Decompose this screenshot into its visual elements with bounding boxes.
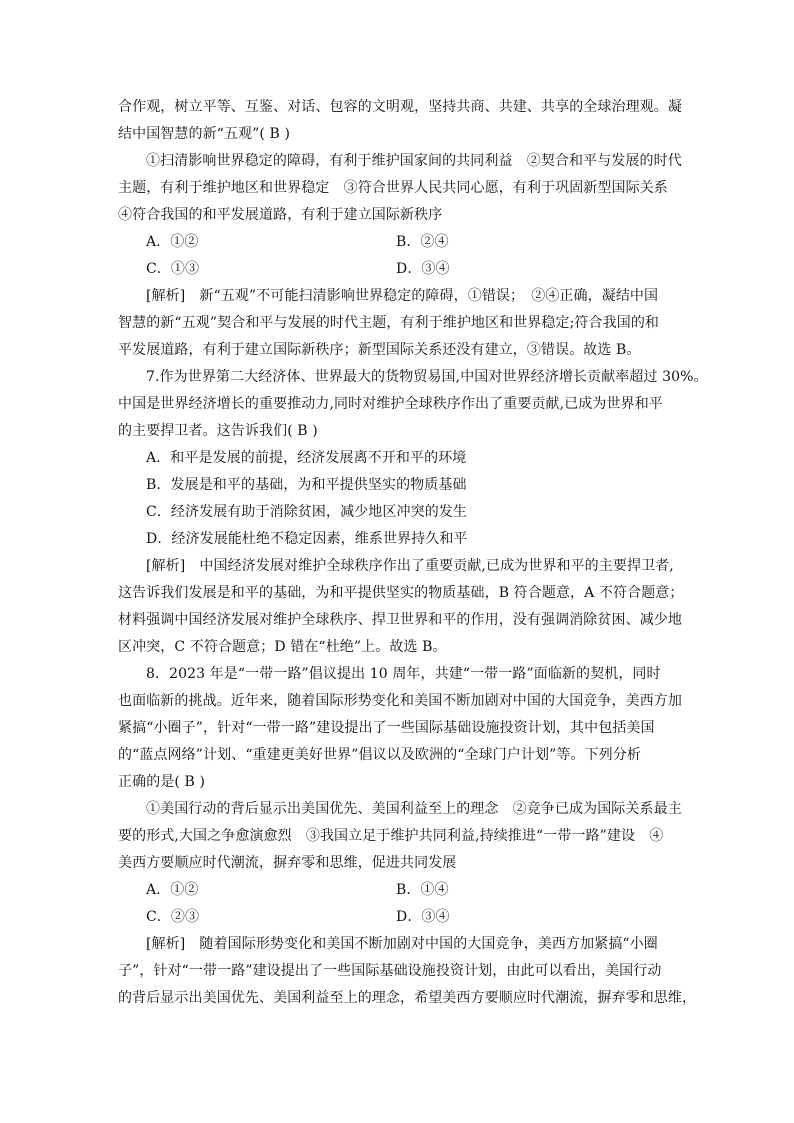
statement-line: ①美国行动的背后显示出美国优先、美国利益至上的理念 ②竞争已成为国际关系最主 (146, 801, 682, 817)
statement-line: 美西方要顺应时代潮流，摒弃零和思维，促进共同发展 (118, 855, 457, 871)
option-b: B．②④ (396, 234, 449, 250)
option-a: A．①② (146, 882, 199, 898)
option-d: D．③④ (396, 261, 450, 277)
option-c: C．②③ (146, 909, 200, 925)
option-d: D．经济发展能杜绝不稳定因素，维系世界持久和平 (146, 531, 468, 547)
statement-line: ④符合我国的和平发展道路，有利于建立国际新秩序 (118, 207, 443, 223)
analysis-line: [解析] 新“五观”不可能扫清影响世界稳定的障碍，①错误； ②④正确，凝结中国 (146, 288, 659, 304)
question-line: 的主要捍卫者。这告诉我们( B ) (118, 423, 318, 439)
statement-line: ①扫清影响世界稳定的障碍，有利于维护国家间的共同利益 ②契合和平与发展的时代 (146, 153, 682, 169)
analysis-line: [解析] 随着国际形势变化和美国不断加剧对中国的大国竞争，美西方加紧搞“小圈 (146, 936, 658, 952)
question-line: 紧搞“小圈子”，针对“一带一路”建设提出了一些国际基础设施投资计划，其中包括美国 (118, 720, 655, 736)
question-line: 正确的是( B ) (118, 774, 206, 790)
analysis-line: 子”，针对“一带一路”建设提出了一些国际基础设施投资计划，由此可以看出，美国行动 (118, 963, 662, 979)
option-c: C．经济发展有助于消除贫困，减少地区冲突的发生 (146, 504, 468, 520)
analysis-line: 的背后显示出美国优先、美国利益至上的理念，希望美西方要顺应时代潮流，摒弃零和思维， (118, 990, 697, 1006)
question-line: 7.作为世界第二大经济体、世界最大的货物贸易国,中国对世界经济增长贡献率超过 30%。 (146, 369, 708, 385)
text-line: 合作观，树立平等、互鉴、对话、包容的文明观，坚持共商、共建、共享的全球治理观。凝 (118, 99, 682, 115)
analysis-line: 智慧的新“五观”契合和平与发展的时代主题，有利于维护地区和世界稳定;符合我国的和 (118, 315, 660, 331)
statement-line: 主题，有利于维护地区和世界稳定 ③符合世界人民共同心愿，有利于巩固新型国际关系 (118, 180, 668, 196)
question-line: 8．2023 年是“一带一路”倡议提出 10 周年，共建“一带一路”面临新的契机，同时 (146, 666, 661, 682)
analysis-line: 平发展道路，有利于建立国际新秩序；新型国际关系还没有建立，③错误。故选 B。 (118, 342, 641, 358)
option-c: C．①③ (146, 261, 200, 277)
option-d: D．③④ (396, 909, 450, 925)
question-line: 也面临新的挑战。近年来，随着国际形势变化和美国不断加剧对中国的大国竞争，美西方加 (118, 693, 682, 709)
analysis-line: 材料强调中国经济发展对维护全球秩序、捍卫世界和平的作用，没有强调消除贫困、减少地 (118, 612, 682, 628)
question-line: 的“蓝点网络”计划、“重建更美好世界”倡议以及欧洲的“全球门户计划”等。下列分析 (118, 747, 641, 763)
text-line: 结中国智慧的新“五观”( B ) (118, 126, 291, 142)
analysis-line: 这告诉我们发展是和平的基础，为和平提供坚实的物质基础，B 符合题意，A 不符合题意； (118, 585, 684, 601)
option-a: A．①② (146, 234, 199, 250)
statement-line: 要的形式,大国之争愈演愈烈 ③我国立足于维护共同利益,持续推进“一带一路”建设 ④ (118, 828, 664, 844)
analysis-line: [解析] 中国经济发展对维护全球秩序作出了重要贡献,已成为世界和平的主要捍卫者, (146, 558, 674, 574)
analysis-line: 区冲突，C 不符合题意；D 错在“杜绝”上。故选 B。 (118, 639, 447, 655)
question-line: 中国是世界经济增长的重要推动力,同时对维护全球秩序作出了重要贡献,已成为世界和平 (118, 396, 663, 412)
option-b: B．发展是和平的基础，为和平提供坚实的物质基础 (146, 477, 467, 493)
option-a: A．和平是发展的前提，经济发展离不开和平的环境 (146, 450, 467, 466)
option-b: B．①④ (396, 882, 449, 898)
